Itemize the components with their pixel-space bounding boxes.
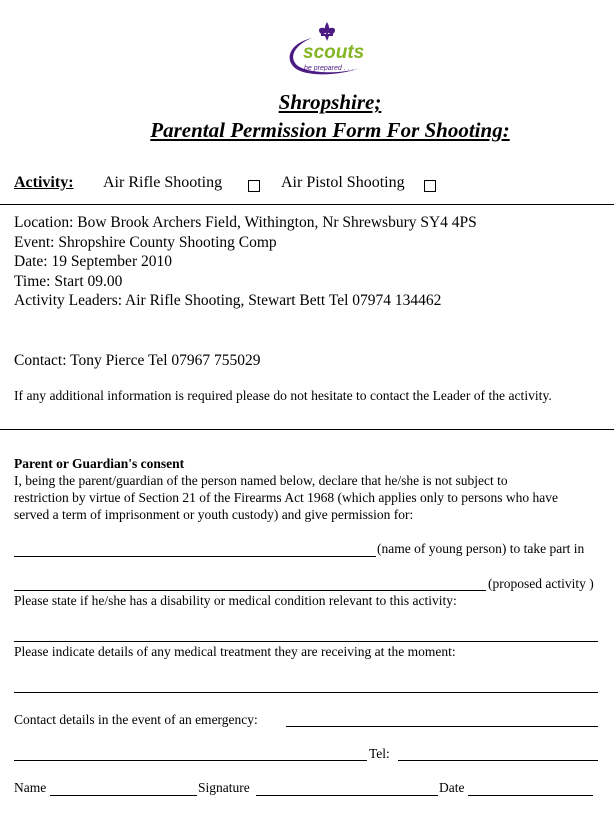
divider-top: [0, 204, 614, 205]
date-field[interactable]: [468, 795, 593, 796]
date-label: Date: [439, 780, 465, 795]
disability-prompt: Please state if he/she has a disability or medical condition relevant to this activity:: [14, 593, 457, 608]
consent-line-1: I, being the parent/guardian of the person named below, declare that he/she is not subject to: [14, 473, 508, 488]
young-person-name-field[interactable]: [14, 556, 376, 557]
proposed-activity-suffix: (proposed activity ): [488, 576, 594, 591]
name-field[interactable]: [50, 795, 197, 796]
disability-field[interactable]: [14, 641, 598, 642]
activity-option-air-pistol: Air Pistol Shooting: [281, 174, 405, 191]
scouts-logo-graphic: [282, 20, 380, 80]
name-label: Name: [14, 780, 47, 795]
signature-label: Signature: [198, 780, 250, 795]
air-pistol-checkbox[interactable]: [424, 180, 436, 192]
proposed-activity-field[interactable]: [14, 590, 486, 591]
leaders-text: Activity Leaders: Air Rifle Shooting, Stewart Bett Tel 07974 134462: [14, 292, 442, 309]
young-person-name-suffix: (name of young person) to take part in: [377, 541, 585, 556]
scouts-logo: [282, 20, 380, 80]
signature-field[interactable]: [256, 795, 438, 796]
consent-heading: Parent or Guardian's consent: [14, 456, 185, 471]
event-text: Event: Shropshire County Shooting Comp: [14, 234, 277, 251]
emergency-contact-field[interactable]: [286, 726, 598, 727]
additional-info-text: If any additional information is required please do not hesitate to contact the Leader of the activity.: [14, 388, 552, 403]
consent-line-2: restriction by virtue of Section 21 of the Firearms Act 1968 (which applies only to persons who have: [14, 490, 559, 505]
emergency-contact-field-2[interactable]: [14, 760, 367, 761]
medical-prompt: Please indicate details of any medical treatment they are receiving at the moment:: [14, 644, 456, 659]
consent-line-3: served a term of imprisonment or youth custody) and give permission for:: [14, 507, 414, 522]
location-text: Location: Bow Brook Archers Field, Withington, Nr Shrewsbury SY4 4PS: [14, 214, 477, 231]
tel-field[interactable]: [398, 760, 598, 761]
contact-text: Contact: Tony Pierce Tel 07967 755029: [14, 352, 261, 369]
time-text: Time: Start 09.00: [14, 273, 123, 290]
title-line-1: Shropshire;: [278, 90, 382, 114]
air-rifle-checkbox[interactable]: [248, 180, 260, 192]
activity-label: Activity:: [14, 174, 74, 191]
logo-text: scouts: [303, 42, 365, 63]
title-line-2: Parental Permission Form For Shooting:: [150, 118, 510, 142]
logo-tagline: be prepared . . .: [304, 65, 354, 72]
date-text: Date: 19 September 2010: [14, 253, 172, 270]
divider-middle: [0, 429, 614, 430]
tel-label: Tel:: [369, 746, 390, 761]
fleur-de-lis-icon: [319, 22, 335, 41]
activity-option-air-rifle: Air Rifle Shooting: [103, 174, 223, 191]
emergency-prompt: Contact details in the event of an emergency:: [14, 712, 258, 727]
medical-field[interactable]: [14, 692, 598, 693]
